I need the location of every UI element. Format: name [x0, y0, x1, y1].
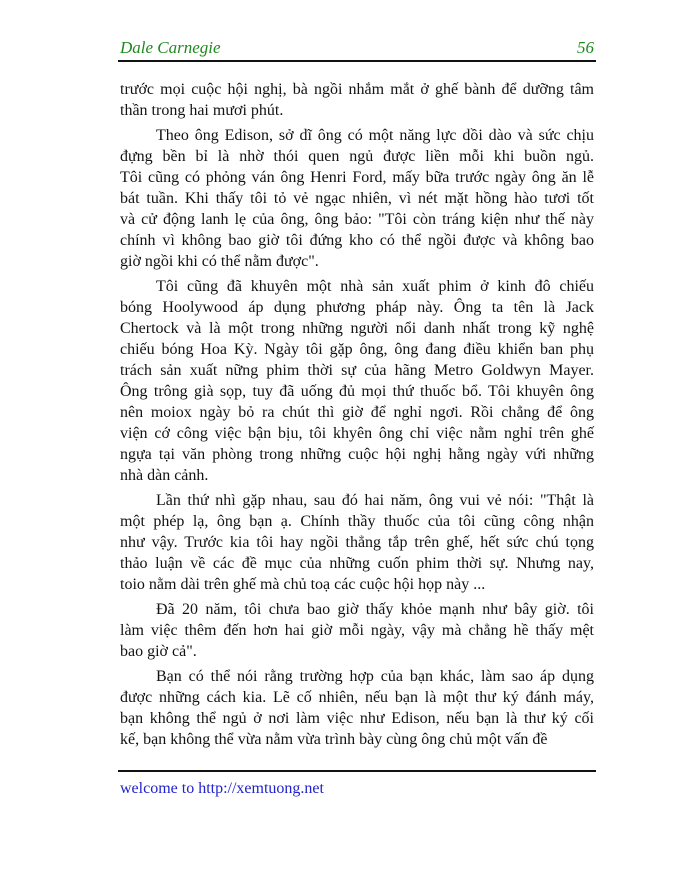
text-line: Ông trông già sọp, tuy đã uống đủ mọi thứ thuốc bổ. Tôi khuyên ông — [120, 383, 594, 400]
text-line: được những cách kia. Lẽ cố nhiên, nếu bạn là một thư ký đánh máy, — [120, 689, 594, 706]
text-line: trước mọi cuộc hội nghị, bà ngồi nhắm mắt ở ghế bành để dưỡng tâm — [120, 81, 594, 98]
text-line: giờ ngồi khi có thể nằm được". — [120, 253, 319, 270]
text-line: thần trong hai mươi phút. — [120, 102, 284, 119]
footer-link[interactable]: welcome to http://xemtuong.net — [120, 780, 324, 797]
text-line: kế, bạn không thể vừa nằm vừa trình bày cùng ông chủ một vấn đề — [120, 731, 548, 748]
text-line: toio nằm dài trên ghế mà chủ toạ các cuộc hội họp này ... — [120, 576, 486, 593]
text-line: Theo ông Edison, sở dĩ ông có một năng lực dồi dào và sức chịu — [156, 127, 594, 144]
text-line: bạn không thể ngủ ở nơi làm việc như Edison, nếu bạn là thư ký cối — [120, 710, 594, 727]
text-line: đựng bền bỉ là nhờ thói quen ngủ được liền mỗi khi buồn ngủ. — [120, 148, 594, 165]
text-line: Tôi cũng đã khuyên một nhà sản xuất phim ở kinh đô chiếu — [156, 278, 594, 295]
text-line: Bạn có thể nói rằng trường hợp của bạn khác, làm sao áp dụng — [156, 668, 594, 685]
header-rule — [118, 60, 596, 62]
paragraph — [120, 490, 594, 595]
text-line: Lần thứ nhì gặp nhau, sau đó hai năm, ông vui vẻ nói: "Thật là — [156, 492, 594, 509]
text-line: nhà dàn cảnh. — [120, 467, 209, 484]
text-line: một phép lạ, ông bạn ạ. Chính thầy thuốc của tôi cũng công nhận — [120, 513, 594, 530]
body-text — [120, 79, 594, 754]
text-line: bao giờ cả". — [120, 643, 197, 660]
text-line: thảo luận về các đề mục của những cuốn phim thời sự. Nhưng nay, — [120, 555, 594, 572]
page-number: 56 — [577, 38, 594, 57]
text-line: Tôi cũng có phỏng ván ông Henri Ford, mấy bữa trước ngày ông ăn lễ — [120, 169, 594, 186]
page-header — [120, 38, 594, 58]
text-line: làm việc thêm đến hơn hai giờ mỗi ngày, vậy mà chẳng hề thấy mệt — [120, 622, 594, 639]
text-line: và cử động lanh lẹ của ông, ông bảo: "Tôi còn tráng kiện như thế này — [120, 211, 594, 228]
text-line: chính vì không bao giờ tôi đứng kho có thể ngồi được và không bao — [120, 232, 594, 249]
text-line: trách sản xuất nững phim thời sự của hãng Metro Goldwyn Mayer. — [120, 362, 594, 379]
footer-rule — [118, 770, 596, 772]
paragraph — [120, 599, 594, 662]
paragraph — [120, 125, 594, 272]
text-line: chiếu bóng Hoa Kỳ. Ngày tôi gặp ông, ông đang điều khiển ban phụ — [120, 341, 594, 358]
text-line: bát tuần. Khi thấy tôi tỏ vẻ ngạc nhiên, vì nét mặt hồng hào tươi tốt — [120, 190, 594, 207]
text-line: ngựa tại văn phòng trong những cuộc hội nghị hằng ngày vứi những — [120, 446, 594, 463]
paragraph — [120, 666, 594, 750]
running-head-author: Dale Carnegie — [120, 38, 221, 57]
text-line: như vậy. Trước kia tôi hay ngồi thẳng tắp trên ghế, hết sức chú tọng — [120, 534, 594, 551]
paragraph — [120, 276, 594, 486]
text-line: Đã 20 năm, tôi chưa bao giờ thấy khỏe mạnh như bây giờ. tôi — [156, 601, 594, 618]
text-line: Chertock và là một trong những người nổi danh nhất trong kỹ nghệ — [120, 320, 594, 337]
text-line: nên moiox ngày bỏ ra chút thì giờ để nghỉ ngơi. Rồi chẳng để ông — [120, 404, 594, 421]
text-line: bóng Hoolywood áp dụng phương pháp này. Ông ta tên là Jack — [120, 299, 594, 316]
text-line: viện cớ công việc bận bịu, tôi khyên ông chỉ việc nằm nghỉ trên ghế — [120, 425, 594, 442]
paragraph — [120, 79, 594, 121]
